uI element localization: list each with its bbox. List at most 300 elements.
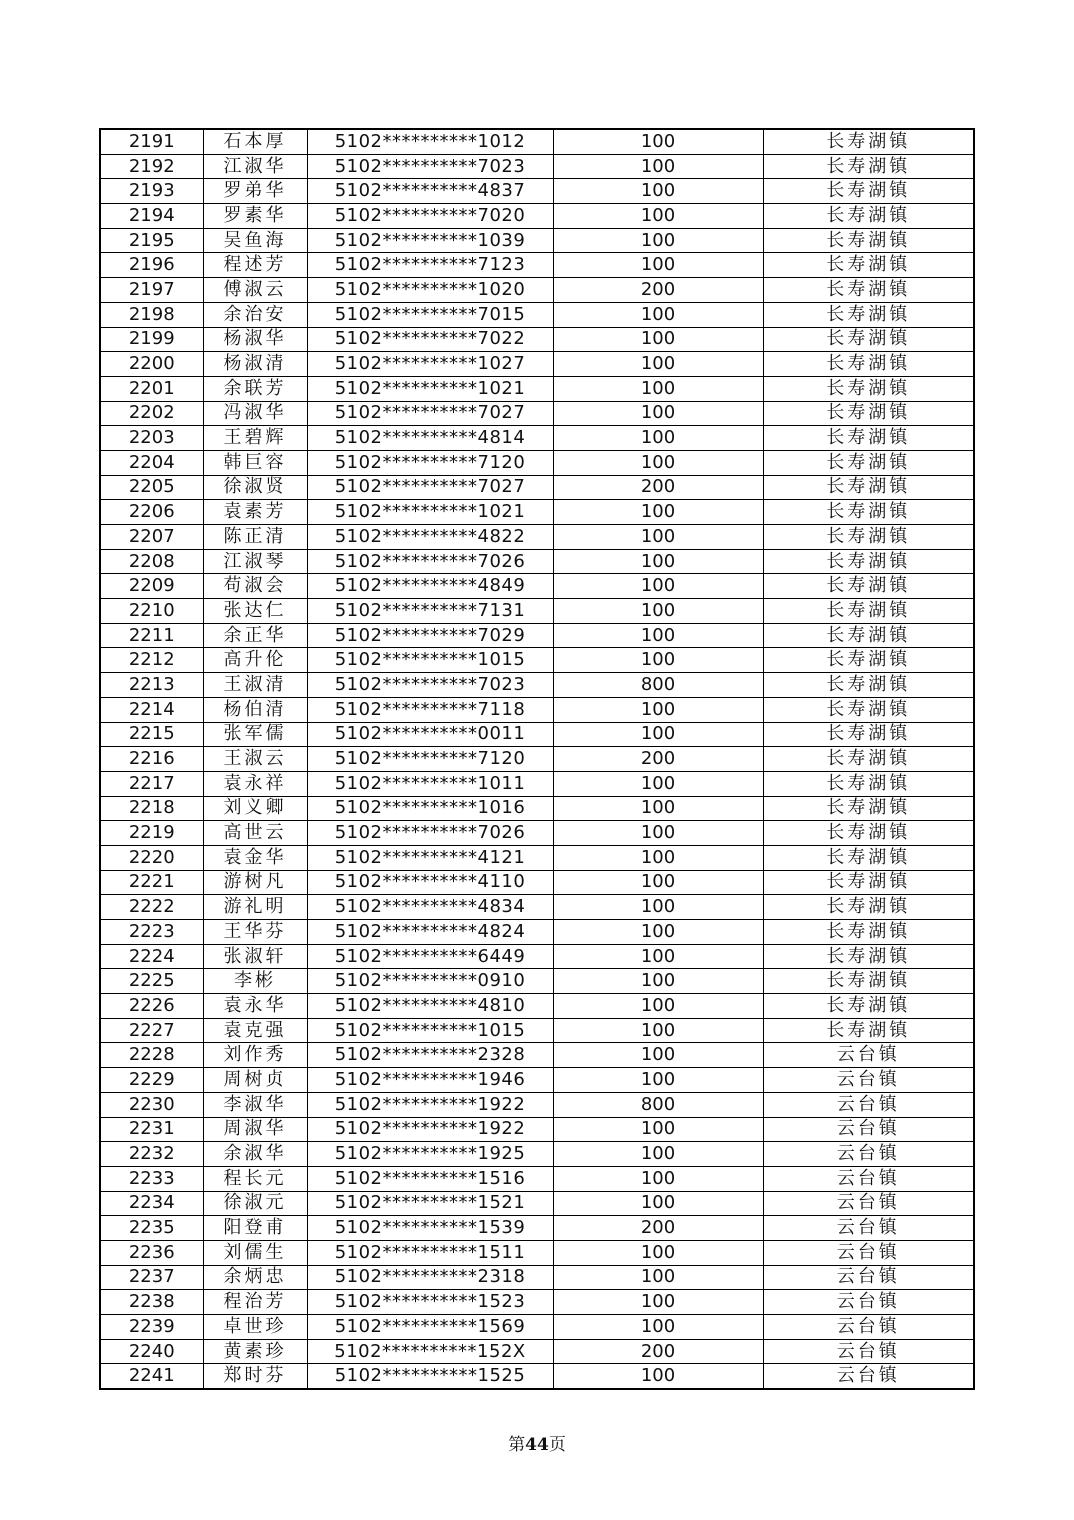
- row-number-cell: 2238: [100, 1290, 203, 1315]
- row-number-cell: 2198: [100, 302, 203, 327]
- table-body: [100, 129, 974, 1389]
- page-footer: [0, 1430, 1074, 1455]
- id-number-cell: 5102**********4834: [307, 895, 553, 920]
- table-row: [100, 1166, 974, 1191]
- town-name-cell: 长寿湖镇: [763, 179, 974, 204]
- row-number-cell: 2200: [100, 352, 203, 377]
- table-row: [100, 895, 974, 920]
- person-name-cell: 杨淑华: [203, 327, 307, 352]
- row-number-cell: 2201: [100, 376, 203, 401]
- amount-cell: 100: [553, 648, 763, 673]
- table-row: [100, 154, 974, 179]
- person-name-cell: 刘儒生: [203, 1240, 307, 1265]
- row-number-cell: 2209: [100, 574, 203, 599]
- person-name-cell: 刘义卿: [203, 796, 307, 821]
- id-number-cell: 5102**********1021: [307, 500, 553, 525]
- town-name-cell: 长寿湖镇: [763, 376, 974, 401]
- town-name-cell: 云台镇: [763, 1142, 974, 1167]
- town-name-cell: 长寿湖镇: [763, 154, 974, 179]
- row-number-cell: 2233: [100, 1166, 203, 1191]
- id-number-cell: 5102**********7118: [307, 697, 553, 722]
- amount-cell: 100: [553, 1018, 763, 1043]
- id-number-cell: 5102**********7120: [307, 450, 553, 475]
- table-row: [100, 1240, 974, 1265]
- town-name-cell: 长寿湖镇: [763, 648, 974, 673]
- id-number-cell: 5102**********0011: [307, 722, 553, 747]
- person-name-cell: 郑时芬: [203, 1364, 307, 1389]
- amount-cell: 100: [553, 771, 763, 796]
- row-number-cell: 2191: [100, 129, 203, 154]
- id-number-cell: 5102**********4824: [307, 920, 553, 945]
- amount-cell: 100: [553, 697, 763, 722]
- id-number-cell: 5102**********1922: [307, 1117, 553, 1142]
- town-name-cell: 长寿湖镇: [763, 895, 974, 920]
- id-number-cell: 5102**********1511: [307, 1240, 553, 1265]
- person-name-cell: 袁金华: [203, 845, 307, 870]
- person-name-cell: 袁永华: [203, 994, 307, 1019]
- row-number-cell: 2219: [100, 821, 203, 846]
- id-number-cell: 5102**********1020: [307, 278, 553, 303]
- row-number-cell: 2204: [100, 450, 203, 475]
- table-row: [100, 574, 974, 599]
- id-number-cell: 5102**********1021: [307, 376, 553, 401]
- row-number-cell: 2211: [100, 623, 203, 648]
- id-number-cell: 5102**********1011: [307, 771, 553, 796]
- amount-cell: 200: [553, 747, 763, 772]
- id-number-cell: 5102**********1525: [307, 1364, 553, 1389]
- town-name-cell: 长寿湖镇: [763, 821, 974, 846]
- row-number-cell: 2194: [100, 204, 203, 229]
- person-name-cell: 张淑轩: [203, 944, 307, 969]
- amount-cell: 100: [553, 920, 763, 945]
- id-number-cell: 5102**********1925: [307, 1142, 553, 1167]
- town-name-cell: 长寿湖镇: [763, 253, 974, 278]
- amount-cell: 100: [553, 253, 763, 278]
- row-number-cell: 2210: [100, 599, 203, 624]
- row-number-cell: 2196: [100, 253, 203, 278]
- id-number-cell: 5102**********4110: [307, 870, 553, 895]
- table-row: [100, 697, 974, 722]
- person-name-cell: 陈正清: [203, 525, 307, 550]
- amount-cell: 100: [553, 895, 763, 920]
- row-number-cell: 2232: [100, 1142, 203, 1167]
- person-name-cell: 王华芬: [203, 920, 307, 945]
- amount-cell: 100: [553, 500, 763, 525]
- amount-cell: 200: [553, 1216, 763, 1241]
- amount-cell: 100: [553, 722, 763, 747]
- person-name-cell: 余炳忠: [203, 1265, 307, 1290]
- town-name-cell: 长寿湖镇: [763, 450, 974, 475]
- id-number-cell: 5102**********7123: [307, 253, 553, 278]
- person-name-cell: 杨伯清: [203, 697, 307, 722]
- amount-cell: 200: [553, 278, 763, 303]
- id-number-cell: 5102**********7020: [307, 204, 553, 229]
- table-row: [100, 549, 974, 574]
- table-row: [100, 278, 974, 303]
- person-name-cell: 苟淑会: [203, 574, 307, 599]
- person-name-cell: 傅淑云: [203, 278, 307, 303]
- id-number-cell: 5102**********1539: [307, 1216, 553, 1241]
- person-name-cell: 袁素芳: [203, 500, 307, 525]
- town-name-cell: 长寿湖镇: [763, 278, 974, 303]
- person-name-cell: 张军儒: [203, 722, 307, 747]
- amount-cell: 100: [553, 1265, 763, 1290]
- town-name-cell: 长寿湖镇: [763, 302, 974, 327]
- person-name-cell: 罗素华: [203, 204, 307, 229]
- row-number-cell: 2202: [100, 401, 203, 426]
- town-name-cell: 长寿湖镇: [763, 944, 974, 969]
- amount-cell: 100: [553, 1166, 763, 1191]
- person-name-cell: 冯淑华: [203, 401, 307, 426]
- row-number-cell: 2237: [100, 1265, 203, 1290]
- row-number-cell: 2223: [100, 920, 203, 945]
- table-row: [100, 648, 974, 673]
- amount-cell: 100: [553, 1290, 763, 1315]
- row-number-cell: 2225: [100, 969, 203, 994]
- row-number-cell: 2240: [100, 1339, 203, 1364]
- town-name-cell: 长寿湖镇: [763, 623, 974, 648]
- table-row: [100, 204, 974, 229]
- amount-cell: 100: [553, 426, 763, 451]
- town-name-cell: 长寿湖镇: [763, 525, 974, 550]
- table-row: [100, 450, 974, 475]
- person-name-cell: 李彬: [203, 969, 307, 994]
- amount-cell: 100: [553, 1117, 763, 1142]
- table-row: [100, 845, 974, 870]
- table-row: [100, 747, 974, 772]
- row-number-cell: 2234: [100, 1191, 203, 1216]
- table-row: [100, 179, 974, 204]
- id-number-cell: 5102**********2328: [307, 1043, 553, 1068]
- amount-cell: 100: [553, 845, 763, 870]
- town-name-cell: 云台镇: [763, 1043, 974, 1068]
- table-row: [100, 771, 974, 796]
- id-number-cell: 5102**********4837: [307, 179, 553, 204]
- town-name-cell: 长寿湖镇: [763, 401, 974, 426]
- table-row: [100, 426, 974, 451]
- row-number-cell: 2208: [100, 549, 203, 574]
- table-row: [100, 352, 974, 377]
- table-row: [100, 673, 974, 698]
- town-name-cell: 长寿湖镇: [763, 549, 974, 574]
- table-row: [100, 1290, 974, 1315]
- town-name-cell: 长寿湖镇: [763, 722, 974, 747]
- person-name-cell: 程治芳: [203, 1290, 307, 1315]
- town-name-cell: 长寿湖镇: [763, 870, 974, 895]
- town-name-cell: 长寿湖镇: [763, 475, 974, 500]
- town-name-cell: 长寿湖镇: [763, 500, 974, 525]
- row-number-cell: 2212: [100, 648, 203, 673]
- person-name-cell: 吴鱼海: [203, 228, 307, 253]
- amount-cell: 100: [553, 1240, 763, 1265]
- page-prefix: 第: [508, 1435, 526, 1455]
- amount-cell: 200: [553, 1339, 763, 1364]
- amount-cell: 200: [553, 475, 763, 500]
- table-row: [100, 1265, 974, 1290]
- table-row: [100, 599, 974, 624]
- row-number-cell: 2206: [100, 500, 203, 525]
- id-number-cell: 5102**********7027: [307, 475, 553, 500]
- town-name-cell: 长寿湖镇: [763, 673, 974, 698]
- person-name-cell: 黄素珍: [203, 1339, 307, 1364]
- town-name-cell: 长寿湖镇: [763, 228, 974, 253]
- table-row: [100, 944, 974, 969]
- amount-cell: 100: [553, 302, 763, 327]
- amount-cell: 100: [553, 1043, 763, 1068]
- row-number-cell: 2220: [100, 845, 203, 870]
- table-row: [100, 1142, 974, 1167]
- id-number-cell: 5102**********1946: [307, 1068, 553, 1093]
- amount-cell: 100: [553, 1068, 763, 1093]
- row-number-cell: 2215: [100, 722, 203, 747]
- person-name-cell: 王淑清: [203, 673, 307, 698]
- amount-cell: 100: [553, 450, 763, 475]
- table-row: [100, 475, 974, 500]
- person-name-cell: 余淑华: [203, 1142, 307, 1167]
- table-row: [100, 253, 974, 278]
- row-number-cell: 2216: [100, 747, 203, 772]
- person-name-cell: 程述芳: [203, 253, 307, 278]
- row-number-cell: 2214: [100, 697, 203, 722]
- town-name-cell: 云台镇: [763, 1092, 974, 1117]
- amount-cell: 100: [553, 994, 763, 1019]
- row-number-cell: 2203: [100, 426, 203, 451]
- table-row: [100, 796, 974, 821]
- person-name-cell: 袁永祥: [203, 771, 307, 796]
- row-number-cell: 2228: [100, 1043, 203, 1068]
- id-number-cell: 5102**********4849: [307, 574, 553, 599]
- row-number-cell: 2213: [100, 673, 203, 698]
- table-row: [100, 1092, 974, 1117]
- table-row: [100, 1339, 974, 1364]
- person-name-cell: 周树贞: [203, 1068, 307, 1093]
- town-name-cell: 长寿湖镇: [763, 796, 974, 821]
- row-number-cell: 2227: [100, 1018, 203, 1043]
- id-number-cell: 5102**********7120: [307, 747, 553, 772]
- amount-cell: 100: [553, 401, 763, 426]
- town-name-cell: 长寿湖镇: [763, 426, 974, 451]
- row-number-cell: 2207: [100, 525, 203, 550]
- row-number-cell: 2222: [100, 895, 203, 920]
- table-row: [100, 1043, 974, 1068]
- amount-cell: 100: [553, 327, 763, 352]
- table-row: [100, 1018, 974, 1043]
- row-number-cell: 2241: [100, 1364, 203, 1389]
- town-name-cell: 云台镇: [763, 1240, 974, 1265]
- town-name-cell: 长寿湖镇: [763, 574, 974, 599]
- person-name-cell: 周淑华: [203, 1117, 307, 1142]
- amount-cell: 100: [553, 549, 763, 574]
- table-row: [100, 327, 974, 352]
- page-number: 44: [525, 1435, 549, 1455]
- id-number-cell: 5102**********1015: [307, 1018, 553, 1043]
- table-row: [100, 623, 974, 648]
- id-number-cell: 5102**********1012: [307, 129, 553, 154]
- table-row: [100, 129, 974, 154]
- person-name-cell: 游礼明: [203, 895, 307, 920]
- person-name-cell: 韩巨容: [203, 450, 307, 475]
- amount-cell: 100: [553, 1142, 763, 1167]
- amount-cell: 100: [553, 599, 763, 624]
- id-number-cell: 5102**********7023: [307, 673, 553, 698]
- amount-cell: 100: [553, 623, 763, 648]
- table-row: [100, 1191, 974, 1216]
- row-number-cell: 2224: [100, 944, 203, 969]
- row-number-cell: 2192: [100, 154, 203, 179]
- amount-cell: 100: [553, 154, 763, 179]
- town-name-cell: 长寿湖镇: [763, 920, 974, 945]
- amount-cell: 100: [553, 821, 763, 846]
- town-name-cell: 云台镇: [763, 1191, 974, 1216]
- person-name-cell: 游树凡: [203, 870, 307, 895]
- id-number-cell: 5102**********7027: [307, 401, 553, 426]
- row-number-cell: 2195: [100, 228, 203, 253]
- id-number-cell: 5102**********0910: [307, 969, 553, 994]
- town-name-cell: 长寿湖镇: [763, 1018, 974, 1043]
- amount-cell: 100: [553, 1364, 763, 1389]
- id-number-cell: 5102**********1039: [307, 228, 553, 253]
- amount-cell: 100: [553, 796, 763, 821]
- table-row: [100, 821, 974, 846]
- person-name-cell: 余正华: [203, 623, 307, 648]
- row-number-cell: 2218: [100, 796, 203, 821]
- town-name-cell: 长寿湖镇: [763, 129, 974, 154]
- town-name-cell: 长寿湖镇: [763, 327, 974, 352]
- person-name-cell: 杨淑清: [203, 352, 307, 377]
- id-number-cell: 5102**********6449: [307, 944, 553, 969]
- row-number-cell: 2205: [100, 475, 203, 500]
- amount-cell: 100: [553, 525, 763, 550]
- amount-cell: 800: [553, 673, 763, 698]
- amount-cell: 100: [553, 352, 763, 377]
- table-row: [100, 1068, 974, 1093]
- row-number-cell: 2236: [100, 1240, 203, 1265]
- amount-cell: 100: [553, 969, 763, 994]
- amount-cell: 100: [553, 574, 763, 599]
- town-name-cell: 云台镇: [763, 1216, 974, 1241]
- town-name-cell: 云台镇: [763, 1290, 974, 1315]
- row-number-cell: 2231: [100, 1117, 203, 1142]
- id-number-cell: 5102**********7023: [307, 154, 553, 179]
- person-name-cell: 余治安: [203, 302, 307, 327]
- id-number-cell: 5102**********2318: [307, 1265, 553, 1290]
- row-number-cell: 2235: [100, 1216, 203, 1241]
- person-name-cell: 石本厚: [203, 129, 307, 154]
- person-name-cell: 程长元: [203, 1166, 307, 1191]
- town-name-cell: 云台镇: [763, 1364, 974, 1389]
- person-name-cell: 张达仁: [203, 599, 307, 624]
- amount-cell: 800: [553, 1092, 763, 1117]
- table-row: [100, 1364, 974, 1389]
- id-number-cell: 5102**********7029: [307, 623, 553, 648]
- person-name-cell: 刘作秀: [203, 1043, 307, 1068]
- id-number-cell: 5102**********1027: [307, 352, 553, 377]
- table-row: [100, 376, 974, 401]
- table-row: [100, 722, 974, 747]
- row-number-cell: 2197: [100, 278, 203, 303]
- table-row: [100, 1315, 974, 1340]
- table-row: [100, 1117, 974, 1142]
- person-name-cell: 高升伦: [203, 648, 307, 673]
- id-number-cell: 5102**********152X: [307, 1339, 553, 1364]
- id-number-cell: 5102**********1516: [307, 1166, 553, 1191]
- id-number-cell: 5102**********1521: [307, 1191, 553, 1216]
- id-number-cell: 5102**********1523: [307, 1290, 553, 1315]
- person-name-cell: 王碧辉: [203, 426, 307, 451]
- amount-cell: 100: [553, 376, 763, 401]
- subsidy-table: [99, 128, 975, 1390]
- row-number-cell: 2226: [100, 994, 203, 1019]
- id-number-cell: 5102**********4810: [307, 994, 553, 1019]
- person-name-cell: 王淑云: [203, 747, 307, 772]
- id-number-cell: 5102**********1922: [307, 1092, 553, 1117]
- town-name-cell: 云台镇: [763, 1339, 974, 1364]
- amount-cell: 100: [553, 944, 763, 969]
- id-number-cell: 5102**********7022: [307, 327, 553, 352]
- table-row: [100, 994, 974, 1019]
- table-row: [100, 870, 974, 895]
- row-number-cell: 2221: [100, 870, 203, 895]
- id-number-cell: 5102**********7015: [307, 302, 553, 327]
- town-name-cell: 云台镇: [763, 1117, 974, 1142]
- amount-cell: 100: [553, 1315, 763, 1340]
- row-number-cell: 2230: [100, 1092, 203, 1117]
- amount-cell: 100: [553, 870, 763, 895]
- town-name-cell: 云台镇: [763, 1068, 974, 1093]
- row-number-cell: 2217: [100, 771, 203, 796]
- id-number-cell: 5102**********4814: [307, 426, 553, 451]
- id-number-cell: 5102**********4121: [307, 845, 553, 870]
- id-number-cell: 5102**********1569: [307, 1315, 553, 1340]
- person-name-cell: 高世云: [203, 821, 307, 846]
- amount-cell: 100: [553, 179, 763, 204]
- amount-cell: 100: [553, 129, 763, 154]
- row-number-cell: 2229: [100, 1068, 203, 1093]
- person-name-cell: 袁克强: [203, 1018, 307, 1043]
- row-number-cell: 2199: [100, 327, 203, 352]
- table-row: [100, 1216, 974, 1241]
- row-number-cell: 2193: [100, 179, 203, 204]
- id-number-cell: 5102**********7026: [307, 821, 553, 846]
- person-name-cell: 阳登甫: [203, 1216, 307, 1241]
- town-name-cell: 长寿湖镇: [763, 352, 974, 377]
- id-number-cell: 5102**********1016: [307, 796, 553, 821]
- town-name-cell: 长寿湖镇: [763, 969, 974, 994]
- town-name-cell: 长寿湖镇: [763, 747, 974, 772]
- person-name-cell: 江淑华: [203, 154, 307, 179]
- amount-cell: 100: [553, 228, 763, 253]
- town-name-cell: 云台镇: [763, 1166, 974, 1191]
- id-number-cell: 5102**********1015: [307, 648, 553, 673]
- table-row: [100, 401, 974, 426]
- table-row: [100, 228, 974, 253]
- person-name-cell: 徐淑元: [203, 1191, 307, 1216]
- table-row: [100, 920, 974, 945]
- table-row: [100, 525, 974, 550]
- town-name-cell: 云台镇: [763, 1315, 974, 1340]
- person-name-cell: 余联芳: [203, 376, 307, 401]
- person-name-cell: 卓世珍: [203, 1315, 307, 1340]
- person-name-cell: 罗弟华: [203, 179, 307, 204]
- person-name-cell: 徐淑贤: [203, 475, 307, 500]
- row-number-cell: 2239: [100, 1315, 203, 1340]
- town-name-cell: 云台镇: [763, 1265, 974, 1290]
- town-name-cell: 长寿湖镇: [763, 697, 974, 722]
- id-number-cell: 5102**********7026: [307, 549, 553, 574]
- amount-cell: 100: [553, 204, 763, 229]
- town-name-cell: 长寿湖镇: [763, 994, 974, 1019]
- id-number-cell: 5102**********7131: [307, 599, 553, 624]
